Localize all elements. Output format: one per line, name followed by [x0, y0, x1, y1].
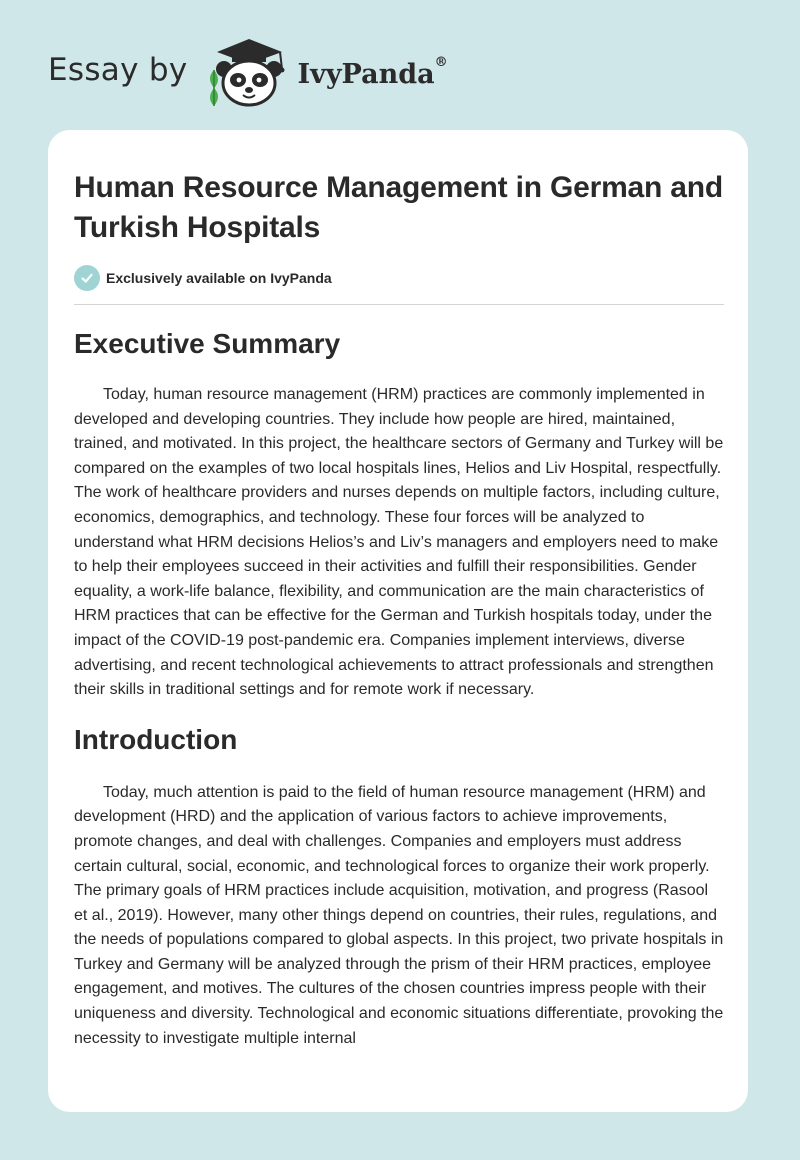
exclusive-badge [74, 264, 724, 292]
article-title: Human Resource Management in German and Turkish Hospitals [74, 171, 724, 244]
essay-by-label: Essay by [48, 52, 188, 88]
section-paragraph-introduction: Today, much attention is paid to the field of human resource management (HRM) and development (HRD) and the application of various factors to achieve improvements, promote changes, and deal with challenges. Companies and employers must address certain cultural, social, economic, and technological forces to organize their work properly. The primary goals of HRM practices include acquisition, motivation, and progress (Rasool et al., 2019). However, many other things depend on countries, their rules, regulations, and the needs of populations compared to global aspects. In this project, two private hospitals in Turkey and Germany will be analyzed through the prism of their HRM practices, employee engagement, and motives. The cultures of the chosen countries impress people with their uniqueness and diversity. Technological and economic situations differentiate, provoking the necessity to investigate multiple internal [74, 783, 724, 1047]
registered-mark: ® [434, 54, 448, 70]
check-circle-icon [74, 265, 100, 291]
title-divider [74, 304, 724, 305]
article-content [74, 168, 724, 1051]
article-card [48, 130, 748, 1112]
section-paragraph-executive-summary: Today, human resource management (HRM) practices are commonly implemented in developed and developing countries. They include how people are hired, maintained, trained, and motivated. In this project, the healthcare sectors of Germany and Turkey will be compared on the examples of two local hospitals lines, Helios and Liv Hospital, respectfully. The work of healthcare providers and nurses depends on multiple factors, including culture, economics, demographics, and technology. These four forces will be analyzed to understand what HRM decisions Helios’s and Liv’s managers and employers need to make to help their employees succeed in their activities and fulfill their responsibilities. Gender equality, a work-life balance, flexibility, and communication are the main characteristics of HRM practices that can be effective for the German and Turkish hospitals today, under the impact of the COVID-19 post-pandemic era. Companies implement interviews, diverse advertising, and recent technological achievements to attract professionals and strengthen their skills in traditional settings and for remote work if necessary. [74, 386, 724, 699]
section-heading-executive-summary: Executive Summary [74, 328, 341, 359]
panda-graduate-logo-icon [202, 36, 296, 108]
brand-name: IvyPanda® [297, 54, 448, 90]
site-header-logo[interactable] [48, 36, 448, 108]
badge-text: Exclusively available on IvyPanda [106, 270, 332, 286]
section-heading-introduction: Introduction [74, 723, 238, 755]
